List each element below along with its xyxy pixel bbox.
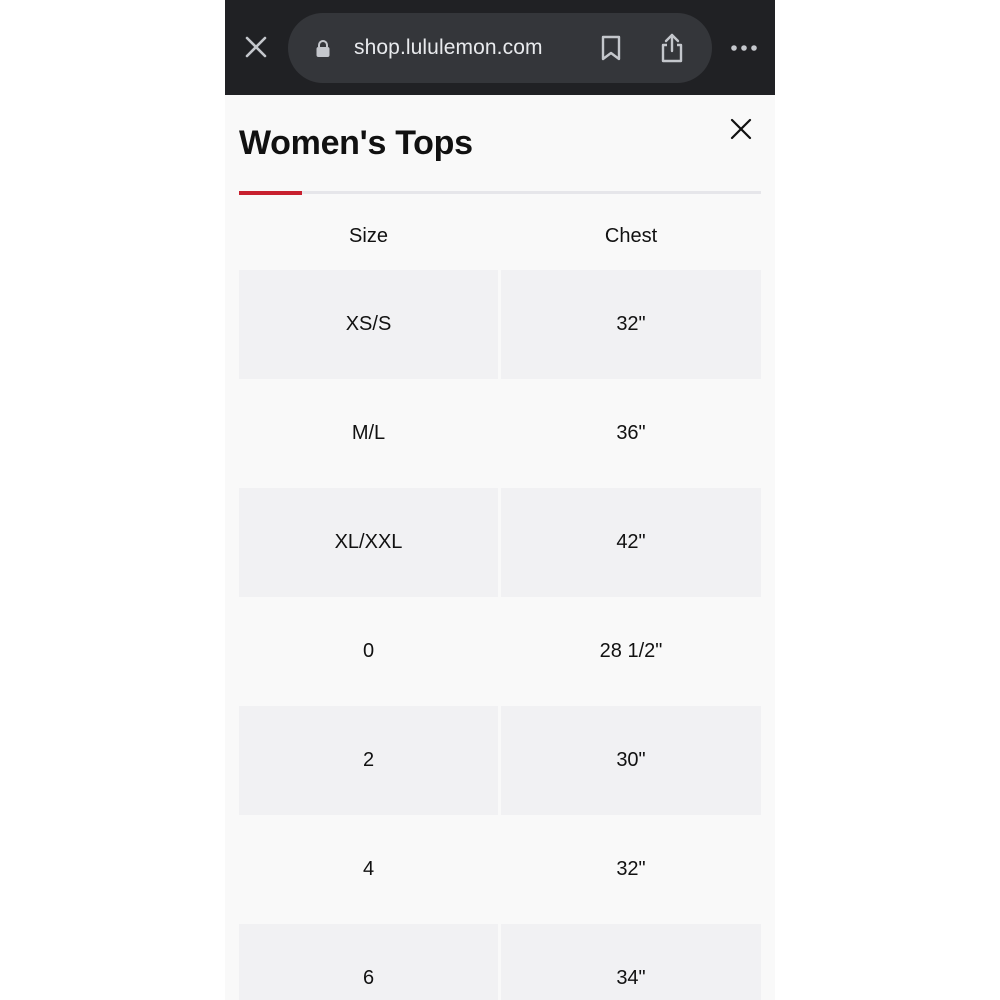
table-header-row — [239, 205, 761, 270]
size-cell: XL/XXL — [239, 488, 498, 597]
table-row — [239, 597, 761, 706]
bookmark-icon[interactable] — [599, 35, 623, 61]
size-cell: XS/S — [239, 270, 498, 379]
column-header-size: Size — [349, 225, 388, 247]
close-icon[interactable] — [243, 34, 269, 60]
share-icon[interactable] — [659, 32, 685, 64]
browser-toolbar — [225, 0, 775, 95]
close-icon[interactable] — [728, 116, 754, 142]
table-row — [239, 815, 761, 924]
size-cell: 2 — [239, 706, 498, 815]
chest-cell: 42" — [501, 488, 761, 597]
chest-cell: 30" — [501, 706, 761, 815]
modal-title: Women's Tops — [239, 124, 473, 162]
table-row — [239, 270, 761, 379]
chest-cell: 36" — [616, 422, 646, 444]
phone-screen — [225, 0, 775, 1000]
lock-icon — [314, 39, 332, 59]
table-row — [239, 379, 761, 488]
size-chart-table — [239, 205, 761, 1000]
chest-cell: 32" — [616, 858, 646, 880]
chest-cell: 34" — [501, 924, 761, 1000]
url-text: shop.lululemon.com — [354, 36, 543, 59]
tab-indicator-active — [239, 191, 302, 195]
chest-cell: 28 1/2" — [599, 640, 663, 662]
size-cell: M/L — [351, 422, 386, 444]
size-cell: 4 — [362, 858, 375, 880]
size-cell: 0 — [362, 640, 375, 662]
tab-indicator-track — [239, 191, 761, 194]
table-row — [239, 924, 761, 1000]
chest-cell: 32" — [501, 270, 761, 379]
column-header-chest: Chest — [604, 225, 658, 247]
more-icon[interactable] — [730, 40, 758, 56]
address-bar[interactable] — [288, 13, 712, 83]
table-row — [239, 488, 761, 597]
table-row — [239, 706, 761, 815]
size-cell: 6 — [239, 924, 498, 1000]
